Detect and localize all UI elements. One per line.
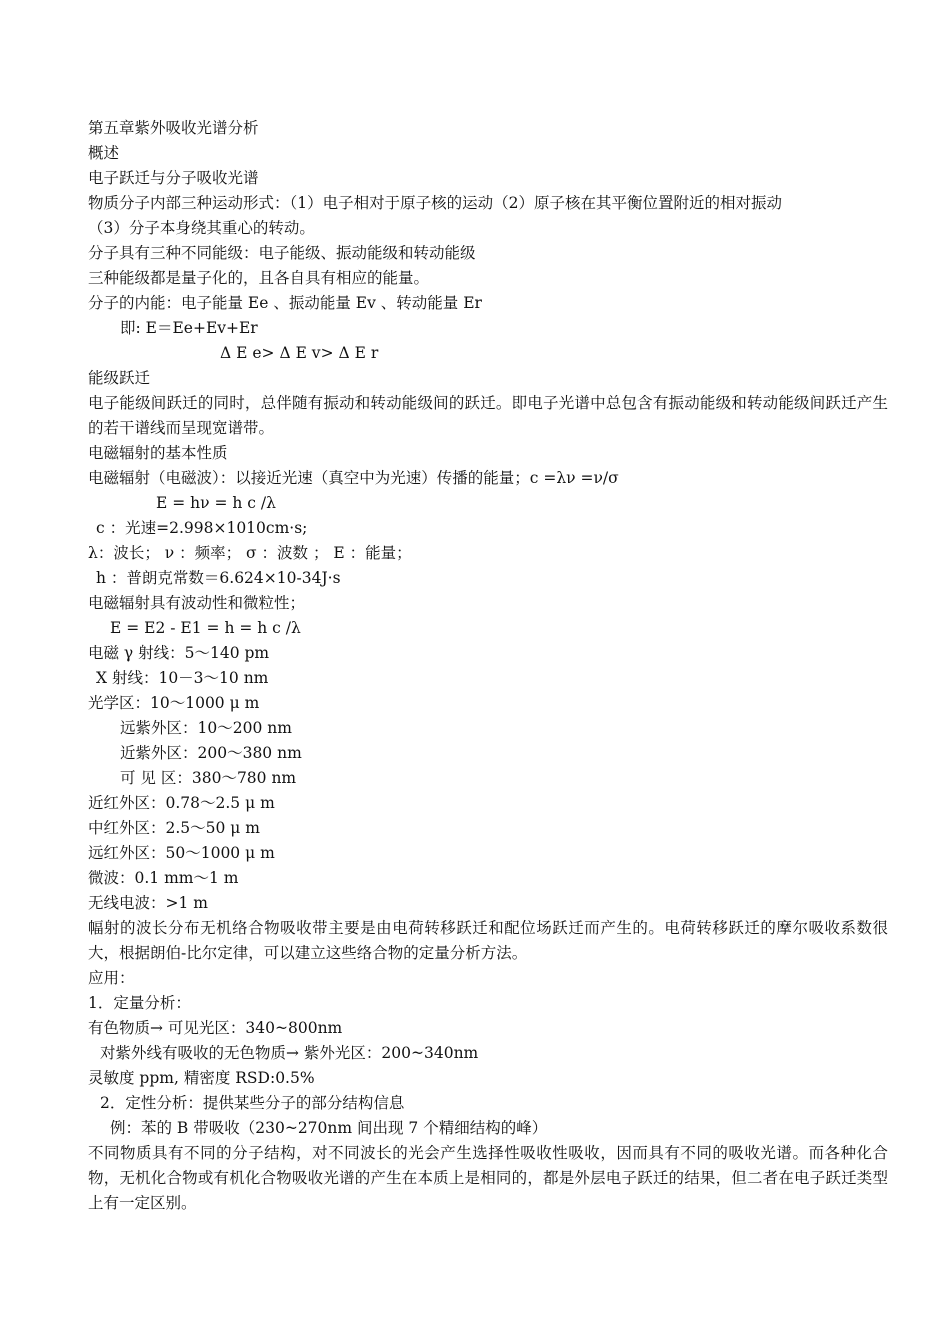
document-page [88,116,888,1216]
section-heading-electron-transition: 电子跃迁与分子吸收光谱 [88,169,259,187]
text-line: 物质分子内部三种运动形式：（1）电子相对于原子核的运动（2）原子核在其平衡位置附近的相对振动 [88,194,782,212]
chapter-title: 第五章紫外吸收光谱分析 [88,119,259,137]
text-line: 对紫外线有吸收的无色物质→ 紫外光区：200~340nm [100,1044,479,1062]
spectrum-range: 光学区：10～1000 μ m [88,694,260,712]
section-heading-applications: 应用： [88,969,135,987]
list-item: 1．定量分析： [88,994,191,1012]
text-line: 有色物质→ 可见光区：340~800nm [88,1019,343,1037]
text-line: c ：光速=2.998×1010cm·s; [96,519,308,537]
section-heading-energy-transition: 能级跃迁 [88,369,151,387]
list-item: 2．定性分析：提供某些分子的部分结构信息 [100,1094,405,1112]
spectrum-range: 电磁 γ 射线：5～140 pm [88,644,270,662]
spectrum-range: 远红外区：50～1000 μ m [88,844,275,862]
text-line: 电磁辐射具有波动性和微粒性； [88,594,306,612]
text-line: 分子的内能：电子能量 Ee 、振动能量 Ev 、转动能量 Er [88,294,482,312]
spectrum-range: 远紫外区：10～200 nm [120,719,292,737]
spectrum-range: 中红外区：2.5～50 μ m [88,819,260,837]
spectrum-range: X 射线：10－3～10 nm [96,669,269,687]
section-heading-overview: 概述 [88,144,120,162]
text-line: 例：苯的 B 带吸收（230~270nm 间出现 7 个精细结构的峰） [110,1119,548,1137]
section-heading-em-radiation: 电磁辐射的基本性质 [88,444,228,462]
formula-line: 即: E＝Ee+Ev+Er [120,319,258,337]
text-line: h ：普朗克常数＝6.624×10-34J·s [96,569,341,587]
formula-line: E = hν = h c /λ [156,494,276,512]
paragraph: 不同物质具有不同的分子结构，对不同波长的光会产生选择性吸收性吸收，因而具有不同的吸收光谱。而各种化合物，无机化合物或有机化合物吸收光谱的产生在本质上是相同的，都是外层电子跃迁的结果，但二者在电子跃迁类型上有一定区别。 [88,1144,888,1212]
text-line: 灵敏度 ppm, 精密度 RSD:0.5% [88,1069,315,1087]
formula-line: Δ E e> Δ E v> Δ E r [220,344,379,362]
paragraph: 电子能级间跃迁的同时，总伴随有振动和转动能级间的跃迁。即电子光谱中总包含有振动能级和转动能级间跃迁产生的若干谱线而呈现宽谱带。 [88,394,888,437]
spectrum-range: 微波：0.1 mm～1 m [88,869,239,887]
text-line: （3）分子本身绕其重心的转动。 [88,219,315,237]
spectrum-range: 近紫外区：200～380 nm [120,744,302,762]
spectrum-range: 近红外区：0.78～2.5 μ m [88,794,275,812]
spectrum-range: 可 见 区：380～780 nm [120,769,297,787]
spectrum-range: 无线电波：>1 m [88,894,208,912]
text-line: λ：波长； ν ：频率； σ ：波数 ； E ：能量； [88,544,412,562]
text-line: 分子具有三种不同能级：电子能级、振动能级和转动能级 [88,244,476,262]
paragraph: 幅射的波长分布无机络合物吸收带主要是由电荷转移跃迁和配位场跃迁而产生的。电荷转移跃迁的摩尔吸收系数很大，根据朗伯-比尔定律，可以建立这些络合物的定量分析方法。 [88,919,888,962]
formula-line: E = E2 - E1 = h = h c /λ [110,619,301,637]
text-line: 三种能级都是量子化的，且各自具有相应的能量。 [88,269,430,287]
text-line: 电磁辐射（电磁波）：以接近光速（真空中为光速）传播的能量；c =λν =ν/σ [88,469,619,487]
